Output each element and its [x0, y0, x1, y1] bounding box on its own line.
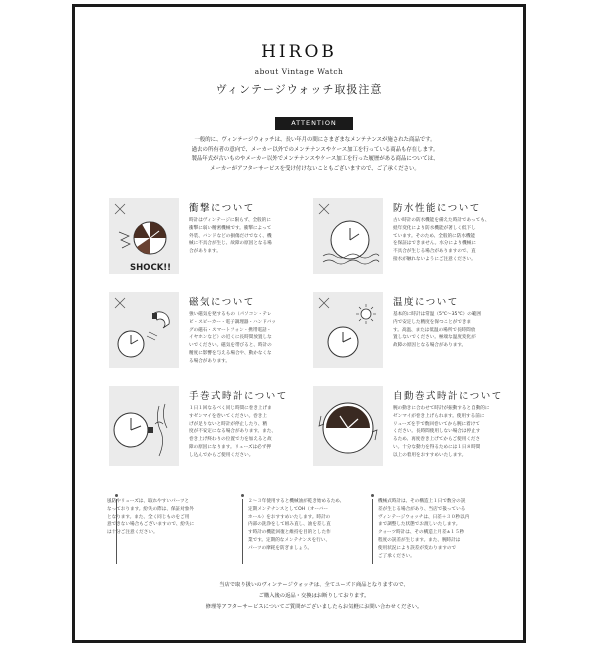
text-line: 経年変化により防水機能が著しく低下し: [393, 225, 476, 231]
sun-watch-icon: [313, 292, 383, 368]
column-divider: [372, 499, 373, 564]
water-watch-icon: [313, 198, 383, 274]
brand-name: HIROB: [261, 42, 337, 62]
text-line: 古い時計の防水機能を備えた時計であっても、: [393, 218, 490, 223]
intro-line: メーカーがアフターサービスを受け付けないこともございますので、ご了承ください。: [210, 165, 420, 172]
footer-note: [115, 580, 513, 613]
text-line: 接水が触れないようにご注意ください。: [393, 256, 476, 262]
text-line: い。十分な動力を得るためには１日８時間: [393, 444, 481, 450]
shock-label: SHOCK!!: [130, 263, 172, 273]
text-line: し込んでからご使用ください。: [189, 452, 254, 458]
hand-wind-watch-icon: [109, 386, 179, 466]
text-line: 業です。定期的なメンテナンスを行い、: [248, 537, 330, 543]
text-line: 故障の原因となる場合があります。: [393, 343, 467, 349]
text-line: 合があります。: [189, 249, 221, 255]
shock-watch-icon: [109, 198, 179, 274]
section-title-shock: 衝撃について: [189, 203, 255, 214]
text-line: 風防やリューズは、取れやすいパーツと: [107, 499, 190, 504]
text-line: イヤホンなど）の近くに長時間放置しな: [189, 335, 272, 341]
intro-line: 過去の所有者の意向で、メーカー以外でのメンテナンスやケース加工を行っている商品も存在します。: [191, 146, 439, 153]
text-line: 巻き上げ終わりの位置で力を加えると故: [189, 437, 272, 443]
text-line: 障の原因になります。リューズは必ず押: [189, 444, 271, 450]
text-line: ご了承ください。: [378, 553, 415, 559]
text-line: リューズを手で数回巻いてから腕に着けて: [393, 421, 480, 427]
intro-line: 製品年式が古いものやメーカー以外でメンテナンスやケース加工を行った履歴がある商品については、: [191, 156, 439, 162]
column-dot: [371, 494, 374, 497]
footer-line: 修理等アフターサービスについてご質問がございましたらお気軽にお問い合わせください。: [205, 604, 423, 610]
text-line: 定期メンテナンスとしてOH（オーバー: [248, 506, 328, 512]
document-frame: [72, 4, 526, 643]
text-line: まで調整した状態でお渡しいたします。: [378, 522, 461, 528]
text-line: 内部の洗浄をして組み直し、油を差し直: [248, 522, 331, 528]
text-line: るため、再度巻き上げてからご使用くださ: [393, 437, 481, 443]
text-line: 内で安定した精度を保つことができま: [393, 319, 472, 325]
text-line: 程度の誤差が生じます。また、腕時計は: [378, 537, 461, 543]
section-title-temperature: 温度について: [393, 297, 459, 308]
text-line: すゼンマイを巻いてください。巻き上: [189, 413, 267, 419]
column-divider: [242, 499, 243, 564]
section-text-shock: [189, 217, 295, 256]
text-line: 以上の着用をおすすめいたします。: [393, 452, 467, 458]
text-line: 外装、バンドなどの損傷だけでなく、機: [189, 233, 272, 239]
text-line: 精度に影響を与える場合や、動かなくな: [189, 350, 272, 356]
text-line: 基本的に時計は常温（5℃〜35℃）の範囲: [393, 312, 481, 317]
intro-text: [125, 136, 505, 174]
section-title-auto-wind: 自動巻式時計について: [393, 391, 503, 402]
text-line: 使用状況により誤差が変わりますので: [378, 545, 457, 551]
text-line: す時計の機能回復と維持を目的とした作: [248, 530, 331, 536]
auto-wind-watch-icon: [313, 386, 383, 466]
section-title-magnet: 磁気について: [189, 297, 255, 308]
text-line: 度が不安定になる場合があります。また、: [189, 429, 276, 435]
text-line: す。高温、または低温の場所で長時間放: [393, 327, 476, 333]
text-line: ビ・スピーカー・電子調理器・ハンドバッ: [189, 319, 276, 325]
text-line: ください。長時間使用しない場合は停止す: [393, 429, 481, 435]
attention-label: ATTENTION: [275, 117, 353, 130]
text-line: ヴィンテージウォッチは、日差＋３０秒以内: [378, 514, 470, 520]
text-line: １日１回なるべく同じ時間に巻き上げま: [189, 406, 272, 411]
text-line: ホール）をおすすめいたします。時計の: [248, 514, 331, 520]
section-text-hand-wind: [189, 405, 295, 460]
bottom-note-accuracy: [378, 498, 500, 560]
section-text-temperature: [393, 311, 503, 350]
text-line: 差が生じる場合があり、当店で扱っている: [378, 506, 466, 512]
section-title-water: 防水性能について: [393, 203, 481, 214]
section-text-auto-wind: [393, 405, 503, 460]
text-line: 機械式時計は、その構造上１日で数分の誤: [378, 499, 466, 504]
page-title: ヴィンテージウォッチ取扱注意: [215, 83, 383, 96]
footer-line: 当店で取り扱いのヴィンテージウォッチは、全てユーズド商品となりますので、: [219, 582, 409, 588]
bottom-note-parts: [107, 498, 217, 537]
text-line: 置しないでください。極端な温度変化が: [393, 335, 476, 341]
footer-line: ご購入後の返品・交換はお断りしております。: [258, 593, 370, 599]
section-text-water: [393, 217, 503, 264]
text-line: なっております。紛失の際は、保証対象外: [107, 506, 194, 512]
text-line: 時計はヴィンテージに限らず、全般的に: [189, 218, 271, 223]
text-line: いでください。磁気を帯びると、時計の: [189, 343, 272, 349]
column-dot: [115, 494, 118, 497]
section-text-magnet: [189, 311, 295, 366]
text-line: クォーツ時計は、その構造上月差±１５秒: [378, 530, 465, 536]
text-line: グの磁石・スマートフォン・携帯電話・: [189, 327, 272, 333]
section-title-hand-wind: 手巻式時計について: [189, 391, 288, 402]
bottom-note-overhaul: [248, 498, 364, 553]
text-line: を保証はできません。水分により機械に: [393, 241, 476, 247]
text-line: る場合があります。: [189, 358, 230, 364]
text-line: ゼンマイが巻き上げられます。使用する前に: [393, 413, 485, 419]
text-line: 不具合が生じる場合がありますので、直: [393, 249, 476, 255]
text-line: パーツの摩耗を防ぎましょう。: [248, 545, 313, 551]
text-line: 腕の動きに合わせて時計が振動すると自動的に: [393, 406, 490, 411]
text-line: ています。そのため、全般的に防水機能: [393, 233, 476, 239]
text-line: げが足りないと時計が停止したり、精: [189, 421, 268, 427]
intro-line: 一般的に、ヴィンテージウォッチは、長い年月の間にさまざまなメンテナンスが施された商品です。: [194, 137, 436, 143]
column-dot: [241, 494, 244, 497]
text-line: 意できない場合もございますので、紛失に: [107, 522, 195, 528]
text-line: ２〜３年使用すると機械油が乾き始めるため、: [248, 499, 345, 504]
text-line: 衝撃に弱い精密機械です。衝撃によって: [189, 225, 272, 231]
text-line: となります。また、全く同じものをご用: [107, 514, 190, 520]
subtitle: about Vintage Watch: [254, 67, 344, 76]
magnet-watch-icon: [109, 292, 179, 368]
text-line: 械に不具合が生じ、故障の原因となる場: [189, 241, 272, 247]
text-line: は十分ご注意ください。: [107, 530, 158, 536]
text-line: 強い磁気を発するもの（パソコン・テレ: [189, 312, 272, 317]
